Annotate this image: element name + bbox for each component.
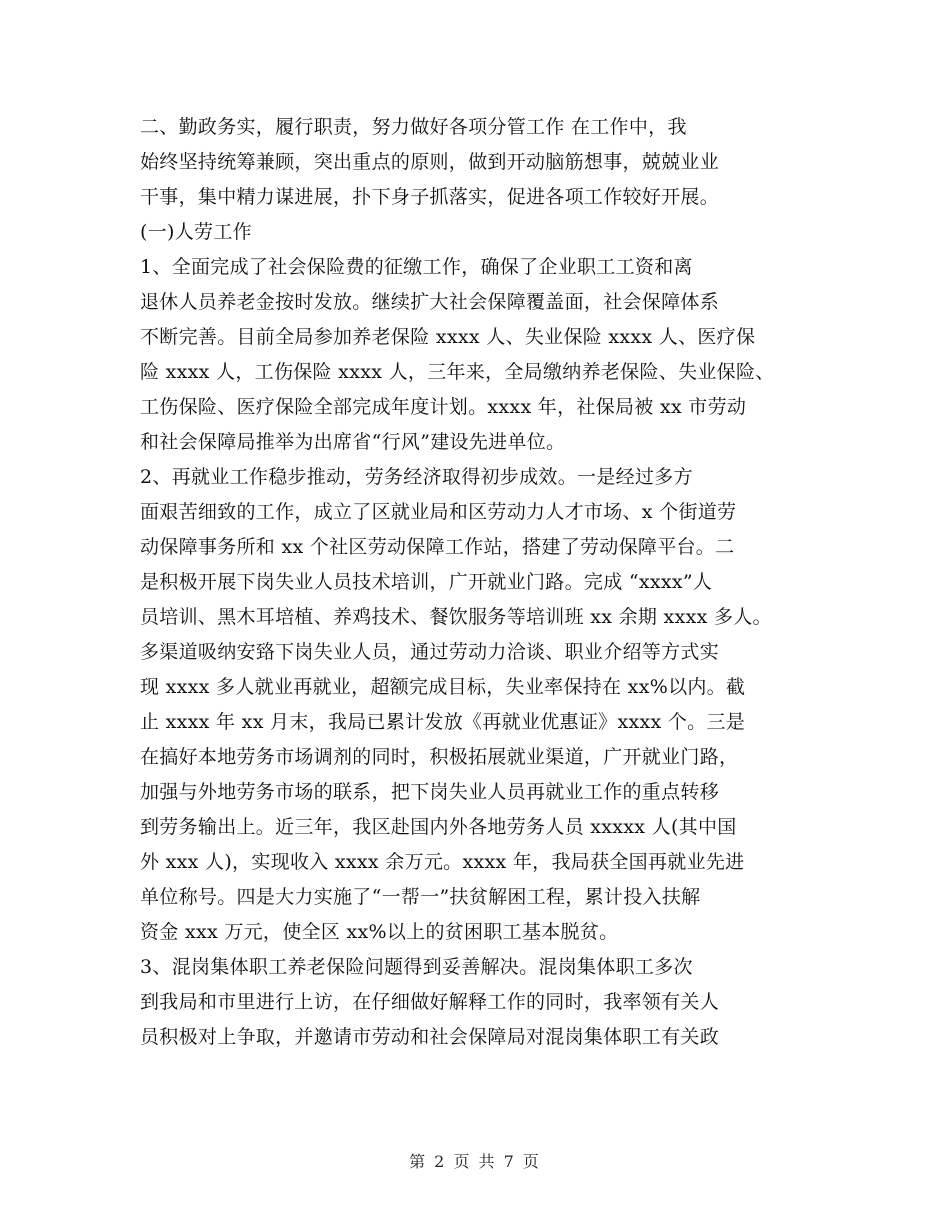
text-line: 面艰苦细致的工作，成立了区就业局和区劳动力人才市场、x 个街道劳 <box>140 501 737 523</box>
text-line: 员培训、黑木耳培植、养鸡技术、餐饮服务等培训班 xx 余期 xxxx 多人。 <box>140 606 772 628</box>
text-line: 始终坚持统筹兼顾，突出重点的原则，做到开动脑筋想事，兢兢业业 <box>140 151 720 173</box>
text-line: 不断完善。目前全局参加养老保险 xxxx 人、失业保险 xxxx 人、医疗保 <box>140 326 756 348</box>
text-line: 2、再就业工作稳步推动，劳务经济取得初步成效。一是经过多方 <box>140 466 693 488</box>
section-heading: (一)人劳工作 <box>140 221 252 243</box>
text-line: 是积极开展下岗失业人员技术培训，广开就业门路。完成 “xxxx”人 <box>140 571 713 593</box>
text-line: 到我局和市里进行上访，在仔细做好解释工作的同时，我率领有关人 <box>140 991 720 1013</box>
text-line: 员积极对上争取，并邀请市劳动和社会保障局对混岗集体职工有关政 <box>140 1026 720 1048</box>
text-line: 退休人员养老金按时发放。继续扩大社会保障覆盖面，社会保障体系 <box>140 291 720 313</box>
text-line: 到劳务输出上。近三年，我区赴国内外各地劳务人员 xxxxx 人(其中国 <box>140 816 737 838</box>
text-line: 工伤保险、医疗保险全部完成年度计划。xxxx 年，社保局被 xx 市劳动 <box>140 396 747 418</box>
text-line: 资金 xxx 万元，使全区 xx%以上的贫困职工基本脱贫。 <box>140 921 619 943</box>
text-line: 单位称号。四是大力实施了“一帮一”扶贫解困工程，累计投入扶解 <box>140 886 701 908</box>
text-line: 在搞好本地劳务市场调剂的同时，积极拓展就业渠道，广开就业门路， <box>140 746 739 768</box>
body-text <box>140 110 820 1055</box>
text-line: 险 xxxx 人，工伤保险 xxxx 人，三年来，全局缴纳养老保险、失业保险、 <box>140 361 775 383</box>
text-line: 和社会保障局推举为出席省“行风”建设先进单位。 <box>140 431 566 453</box>
text-line: 止 xxxx 年 xx 月末，我局已累计发放《再就业优惠证》xxxx 个。三是 <box>140 711 746 733</box>
text-line: 外 xxx 人)，实现收入 xxxx 余万元。xxxx 年，我局获全国再就业先进 <box>140 851 745 873</box>
text-line: 多渠道吸纳安臵下岗失业人员，通过劳动力洽谈、职业介绍等方式实 <box>140 641 720 663</box>
page-number-footer: 第 2 页 共 7 页 <box>409 1152 541 1171</box>
text-line: 干事，集中精力谋进展，扑下身子抓落实，促进各项工作较好开展。 <box>140 186 720 208</box>
text-line: 动保障事务所和 xx 个社区劳动保障工作站，搭建了劳动保障平台。二 <box>140 536 735 558</box>
text-line: 3、混岗集体职工养老保险问题得到妥善解决。混岗集体职工多次 <box>140 956 693 978</box>
text-line: 现 xxxx 多人就业再就业，超额完成目标，失业率保持在 xx%以内。截 <box>140 676 746 698</box>
text-line: 加强与外地劳务市场的联系，把下岗失业人员再就业工作的重点转移 <box>140 781 720 803</box>
text-line: 1、全面完成了社会保险费的征缴工作，确保了企业职工工资和离 <box>140 256 693 278</box>
text-line: 二、勤政务实，履行职责，努力做好各项分管工作 在工作中，我 <box>140 116 687 138</box>
